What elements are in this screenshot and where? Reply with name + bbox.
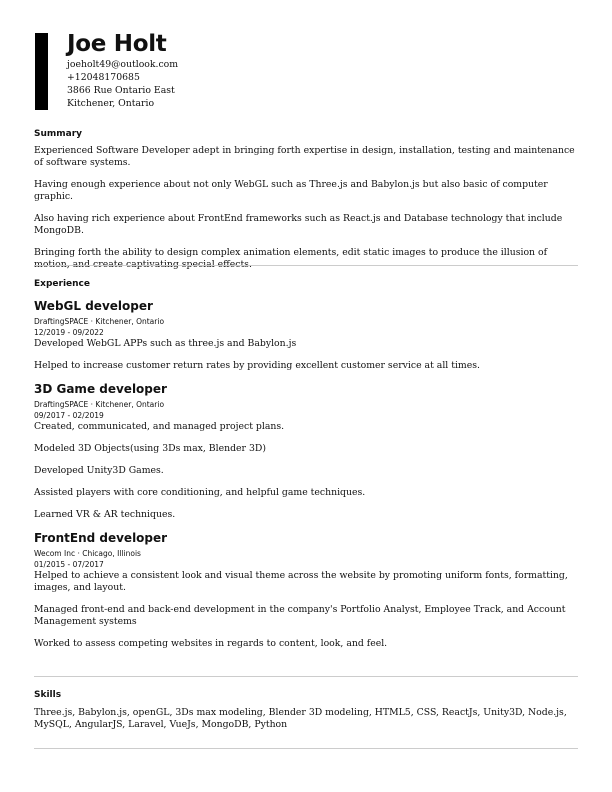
candidate-name: Joe Holt: [67, 31, 167, 57]
section-title: Skills: [34, 690, 62, 700]
job-bullet: Assisted players with core conditioning, and helpful game techniques.: [34, 487, 366, 498]
job-dates: 12/2019 - 09/2022: [34, 328, 104, 337]
email: joeholt49@outlook.com: [67, 59, 179, 70]
job-title: WebGL developer: [34, 299, 153, 313]
summary-paragraph: Experienced Software Developer adept in bringing forth expertise in design, installation, testing and maintenance of software systems.: [34, 145, 575, 168]
phone: +12048170685: [67, 72, 140, 83]
section-title: Experience: [34, 279, 90, 289]
header-accent-bar: [35, 33, 48, 110]
summary-paragraph: Having enough experience about not only WebGL such as Three.js and Babylon.js but also basic of computer graphic.: [34, 179, 548, 202]
address: 3866 Rue Ontario East: [67, 85, 175, 96]
job-bullet: Managed front-end and back-end development in the company's Portfolio Analyst, Employee Track, and Account Management systems: [34, 604, 566, 627]
job-bullet: Developed Unity3D Games.: [34, 465, 164, 476]
job-bullet: Modeled 3D Objects(using 3Ds max, Blender 3D): [34, 443, 266, 454]
skills-list: Three.js, Babylon.js, openGL, 3Ds max modeling, Blender 3D modeling, HTML5, CSS, ReactJs, Unity3D, Node.js, MySQL, AngularJS, Laravel, VueJs, MongoDB, Python: [34, 707, 567, 730]
job-entry: [34, 299, 584, 372]
experience-section: [34, 279, 584, 650]
divider: [34, 265, 578, 266]
job-company: DraftingSPACE · Kitchener, Ontario: [34, 400, 165, 409]
divider: [34, 676, 578, 677]
job-dates: 09/2017 - 02/2019: [34, 411, 104, 420]
job-bullet: Created, communicated, and managed project plans.: [34, 421, 285, 432]
divider: [34, 748, 578, 749]
summary-section: [34, 129, 584, 271]
contact-info: [67, 58, 178, 110]
skills-section: [34, 690, 584, 731]
job-company: DraftingSPACE · Kitchener, Ontario: [34, 317, 165, 326]
summary-paragraph: Bringing forth the ability to design complex animation elements, edit static images to produce the illusion of: [34, 247, 548, 258]
job-bullet: Helped to achieve a consistent look and visual theme across the website by promoting uniform fonts, formatting, images, and layout.: [34, 570, 568, 593]
job-bullet: Worked to assess competing websites in regards to content, look, and feel.: [34, 638, 388, 649]
city: Kitchener, Ontario: [67, 98, 155, 109]
job-bullet: Learned VR & AR techniques.: [34, 509, 176, 520]
section-title: Summary: [34, 129, 83, 139]
summary-paragraph: Also having rich experience about FrontEnd frameworks such as React.js and Database technology that include MongoDB.: [34, 213, 563, 236]
job-bullet: Developed WebGL APPs such as three.js and Babylon.js: [34, 338, 297, 349]
job-title: FrontEnd developer: [34, 531, 168, 545]
job-bullet: Helped to increase customer return rates by providing excellent customer service at all times.: [34, 360, 480, 371]
job-entry: [34, 382, 584, 521]
job-dates: 01/2015 - 07/2017: [34, 560, 104, 569]
job-company: Wecom Inc · Chicago, Illinois: [34, 549, 141, 558]
job-title: 3D Game developer: [34, 382, 167, 396]
job-entry: [34, 531, 584, 650]
